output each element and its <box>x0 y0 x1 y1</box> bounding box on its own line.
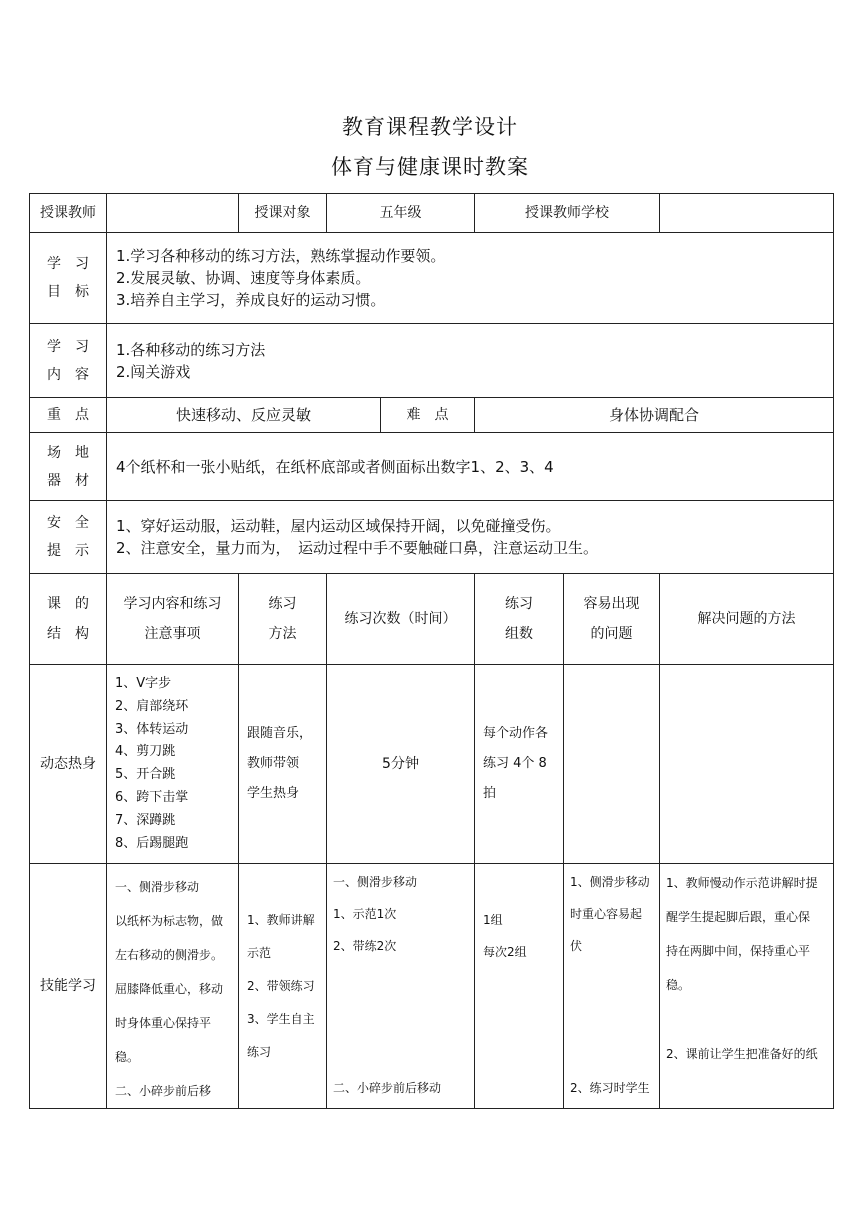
groups-line: 每个动作各 <box>483 726 549 741</box>
list-item: 3、体转运动 <box>115 721 189 737</box>
skill-solution-line: 持在两脚中间，保持重心平 <box>666 944 811 958</box>
safety-label-top: 安 全 <box>47 515 89 531</box>
skill-groups <box>475 864 564 1109</box>
skill-times-line: 2、带练2次 <box>333 939 397 953</box>
skill-solution-line: 1、教师慢动作示范讲解时提 <box>666 876 818 890</box>
goal-line: 2.发展灵敏、协调、速度等身体素质。 <box>116 269 371 287</box>
skill-content-line: 稳。 <box>115 1050 140 1064</box>
document-title: 教育课程教学设计 <box>342 115 518 139</box>
goal-line: 1.学习各种移动的练习方法，熟练掌握动作要领。 <box>116 247 446 265</box>
target-label: 授课对象 <box>239 194 327 233</box>
skill-content-line: 一、侧滑步移动 <box>115 880 200 894</box>
skill-times-line: 一、侧滑步移动 <box>333 875 418 889</box>
structure-col4: 练习次数（时间） <box>327 574 475 665</box>
focus-value: 快速移动、反应灵敏 <box>107 398 381 433</box>
skill-solution-bottom: 2、课前让学生把准备好的纸 <box>666 1047 818 1061</box>
structure-col7: 解决问题的方法 <box>660 574 834 665</box>
goal-line: 3.培养自主学习，养成良好的运动习惯。 <box>116 291 386 309</box>
warmup-solutions <box>660 665 834 864</box>
list-item: 8、后踢腿跑 <box>115 835 189 851</box>
method-line: 教师带领 <box>247 756 300 771</box>
structure-col2-top: 学习内容和练习 <box>123 596 222 612</box>
structure-col1-bottom: 结 构 <box>47 626 89 642</box>
goals-row <box>30 233 834 324</box>
skill-content-line: 二、小碎步前后移 <box>115 1084 212 1098</box>
header-row <box>30 194 834 233</box>
venue-row <box>30 433 834 501</box>
list-item: 6、跨下击掌 <box>115 789 189 805</box>
lesson-plan-table <box>29 193 834 1109</box>
content-label-top: 学 习 <box>47 338 89 355</box>
warmup-label: 动态热身 <box>30 665 107 864</box>
safety-row <box>30 501 834 574</box>
goals-label-top: 学 习 <box>47 256 89 272</box>
goals-content <box>107 233 834 324</box>
school-value <box>660 194 834 233</box>
groups-line: 拍 <box>483 786 497 801</box>
skill-groups-line: 每次2组 <box>483 945 527 959</box>
venue-value: 4个纸杯和一张小贴纸，在纸杯底部或者侧面标出数字1、2、3、4 <box>107 433 834 501</box>
warmup-method <box>239 665 327 864</box>
goals-label <box>30 233 107 324</box>
list-item: 1、V字步 <box>115 676 172 691</box>
skill-content-line: 以纸杯为标志物，做 <box>115 914 224 928</box>
skill-row <box>30 864 834 1109</box>
warmup-problems <box>564 665 660 864</box>
content-label-bottom: 内 容 <box>47 366 89 383</box>
safety-label-bottom: 提 示 <box>47 543 89 559</box>
teacher-value <box>107 194 239 233</box>
spacer <box>333 962 474 1074</box>
list-item: 5、开合跳 <box>115 767 176 783</box>
structure-col2 <box>107 574 239 665</box>
skill-content <box>107 864 239 1109</box>
skill-problems <box>564 864 660 1109</box>
structure-col1-top: 课 的 <box>47 596 89 612</box>
list-item: 7、深蹲跳 <box>115 812 176 828</box>
list-item: 4、剪刀跳 <box>115 744 176 760</box>
structure-col2-bottom: 注意事项 <box>144 626 201 642</box>
skill-method-line: 2、带领练习 <box>247 979 315 993</box>
content-lines <box>107 324 834 398</box>
venue-label <box>30 433 107 501</box>
structure-col6 <box>564 574 660 665</box>
groups-line: 练习 4个 8 <box>483 756 547 771</box>
content-label <box>30 324 107 398</box>
safety-line: 1、穿好运动服，运动鞋，屋内运动区域保持开阔，以免碰撞受伤。 <box>116 517 561 535</box>
skill-content-line: 左右移动的侧滑步。 <box>115 948 224 962</box>
list-item: 2、肩部绕环 <box>115 698 189 714</box>
structure-col5 <box>475 574 564 665</box>
skill-solution-line: 醒学生提起脚后跟，重心保 <box>666 910 811 924</box>
structure-col3-top: 练习 <box>268 596 297 612</box>
skill-solution-line: 稳。 <box>666 978 691 992</box>
warmup-row <box>30 665 834 864</box>
structure-header-row <box>30 574 834 665</box>
safety-lines <box>107 501 834 574</box>
method-line: 学生热身 <box>247 786 300 801</box>
skill-method-line: 1、教师讲解 <box>247 913 315 927</box>
warmup-groups <box>475 665 564 864</box>
venue-label-bottom: 器 材 <box>47 472 89 489</box>
method-line: 跟随音乐， <box>247 726 313 741</box>
goals-label-bottom: 目 标 <box>47 284 89 300</box>
skill-method-line: 练习 <box>247 1045 272 1059</box>
structure-col5-top: 练习 <box>505 596 533 612</box>
school-label: 授课教师学校 <box>475 194 660 233</box>
skill-problem-line: 伏 <box>570 939 583 953</box>
skill-method-line: 3、学生自主 <box>247 1012 315 1026</box>
skill-groups-line: 1组 <box>483 913 503 927</box>
structure-col1 <box>30 574 107 665</box>
skill-label: 技能学习 <box>30 864 107 1109</box>
skill-times <box>327 864 475 1109</box>
skill-problem-line: 1、侧滑步移动 <box>570 875 650 889</box>
structure-col6-top: 容易出现 <box>583 596 640 612</box>
spacer <box>666 1002 833 1040</box>
skill-times-line: 1、示范1次 <box>333 907 397 921</box>
structure-col6-bottom: 的问题 <box>590 626 633 642</box>
safety-line: 2、注意安全，量力而为， 运动过程中手不要触碰口鼻，注意运动卫生。 <box>116 539 599 557</box>
teacher-label: 授课教师 <box>30 194 107 233</box>
skill-problem-line: 时重心容易起 <box>570 907 643 921</box>
skill-content-line: 时身体重心保持平 <box>115 1016 212 1030</box>
warmup-time: 5分钟 <box>327 665 475 864</box>
structure-col3 <box>239 574 327 665</box>
skill-method-line: 示范 <box>247 946 272 960</box>
skill-times-bottom: 二、小碎步前后移动 <box>333 1081 442 1095</box>
focus-row <box>30 398 834 433</box>
spacer <box>570 962 659 1074</box>
content-line: 1.各种移动的练习方法 <box>116 340 266 359</box>
warmup-items <box>107 665 239 864</box>
target-value: 五年级 <box>327 194 475 233</box>
skill-content-line: 屈膝降低重心，移动 <box>115 982 224 996</box>
skill-problem-bottom: 2、练习时学生 <box>570 1081 650 1095</box>
venue-label-top: 场 地 <box>47 444 89 461</box>
safety-label <box>30 501 107 574</box>
document-subtitle: 体育与健康课时教案 <box>331 155 529 179</box>
difficulty-value: 身体协调配合 <box>475 398 834 433</box>
difficulty-label: 难 点 <box>381 398 475 433</box>
skill-method <box>239 864 327 1109</box>
skill-solutions <box>660 864 834 1109</box>
content-line: 2.闯关游戏 <box>116 362 191 381</box>
structure-col3-bottom: 方法 <box>268 626 297 642</box>
focus-label: 重 点 <box>30 398 107 433</box>
content-row <box>30 324 834 398</box>
structure-col5-bottom: 组数 <box>505 626 533 642</box>
